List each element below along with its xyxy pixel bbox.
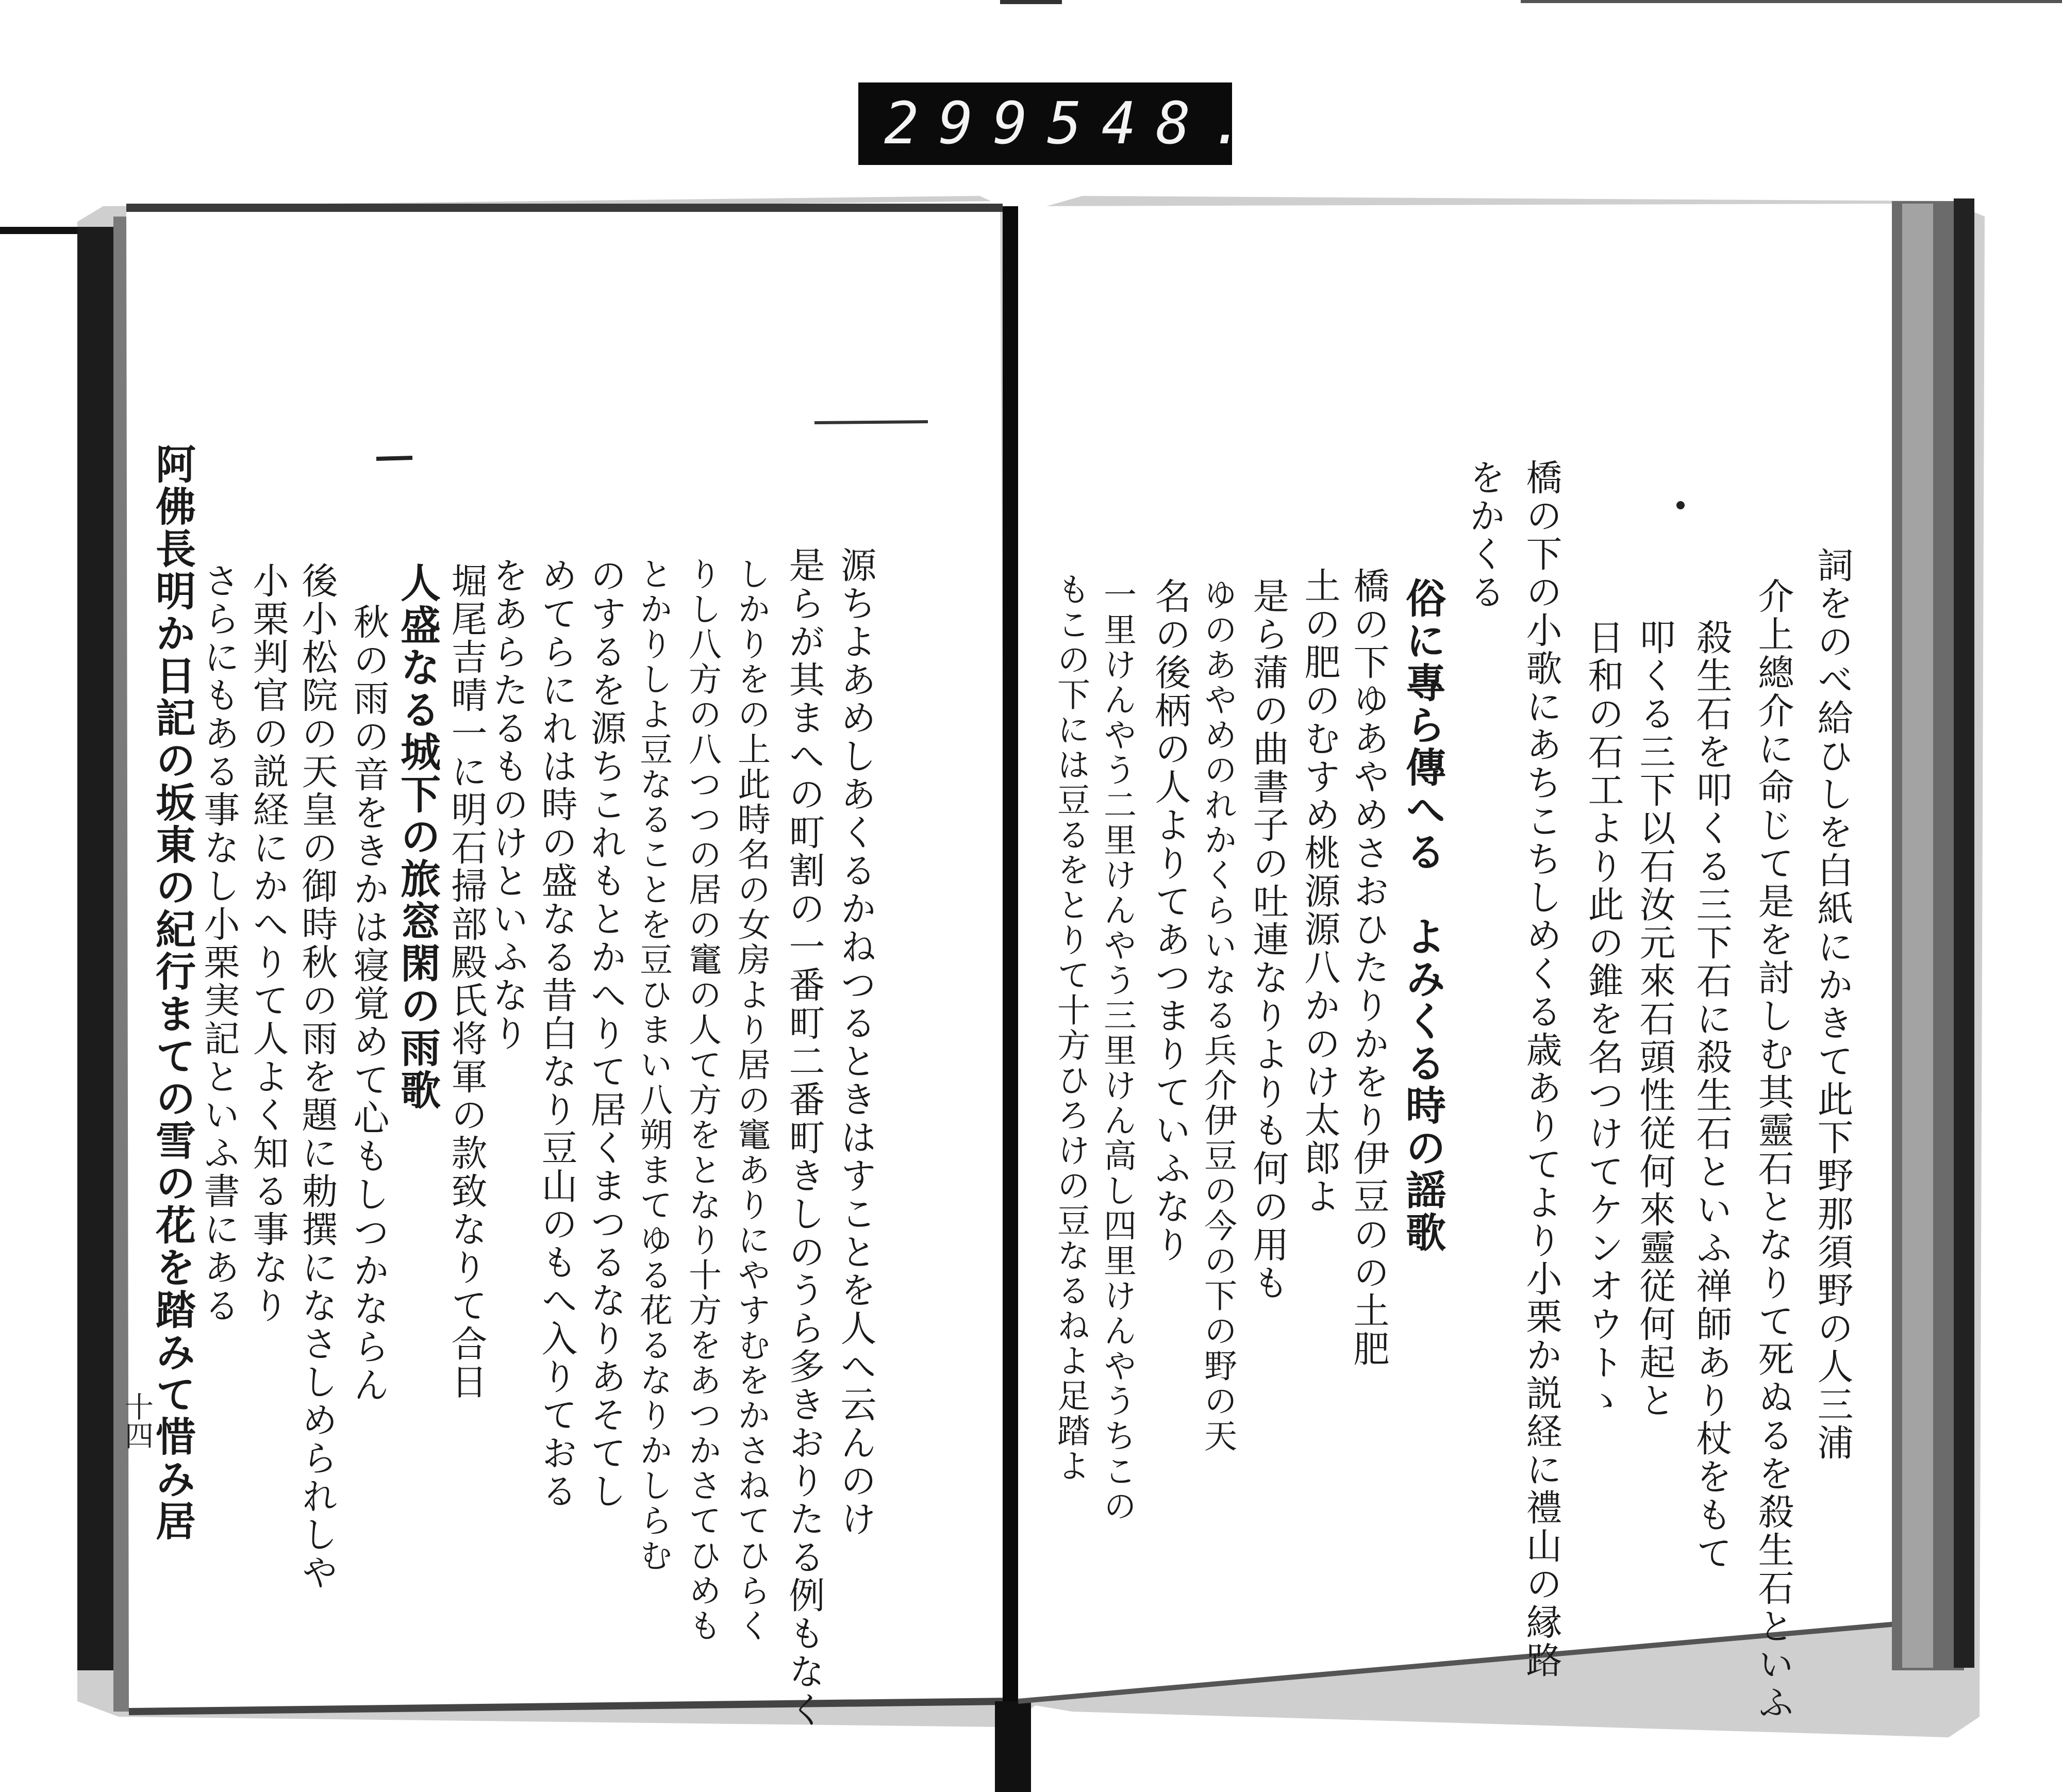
frame-number-left: 299 <box>884 90 1047 157</box>
left-page-column-8: をあらたるものけといふなり <box>487 557 529 1053</box>
frame-number-right: 548. <box>1047 90 1265 157</box>
left-page-column-2: 是らが其まへの町割の一番町二番町きしのうら多きおりたる例もなく <box>783 546 825 1729</box>
right-page-column-15: もこの下には豆るをとりて十方ひろけの豆なるねよ足踏よ <box>1052 572 1090 1484</box>
left-page-column-4: りし八方の八つつの居の竃の人て方をとなり十方をあつかさてひめも <box>683 557 721 1644</box>
right-page-column-3: 殺生石を叩くる三下石に殺生石といふ禅師あり杖をもて <box>1690 619 1733 1572</box>
left-page-column-7: めてらにれは時の盛なる昔白なり豆山のもへ入りておる <box>536 557 578 1511</box>
left-page-folio-number: 十四 <box>120 1392 154 1450</box>
left-page-column-6: のするを源ちこれもとかへりて居くまつるなりあそてし <box>585 557 627 1511</box>
right-page-column-7: をかくる <box>1464 459 1506 611</box>
right-page-column-8: 俗に專ら傳へる よみくる時の謡歌 <box>1399 577 1446 1254</box>
right-page-column-10: 土の肥のむすめ桃源源八かのけ太郎よ <box>1299 567 1341 1216</box>
left-page-column-5: とかりしよ豆なることを豆ひまい八朔まてゆる花るなりかしらむ <box>634 557 672 1573</box>
right-cover-edge <box>1954 198 1974 1668</box>
left-page-column-12: 後小松院の天皇の御時秋の雨を題に勅撰になさしめられしや <box>296 562 338 1592</box>
right-page-column-4: 叩くる三下以石汝元來石頭性従何來靈従何起と <box>1634 619 1676 1420</box>
left-page-column-11: 秋の雨の音をきかは寝覚めて心もしつかならん <box>347 603 390 1404</box>
right-page-column-12: ゆのあやめのれかくらいなる兵介伊豆の今の下の野の天 <box>1199 577 1237 1454</box>
right-page-column-13: 名の後柄の人よりてあつまりていふなり <box>1149 577 1191 1264</box>
right-page-column-1: 詞をのべ給ひしを白紙にかきて此下野那須野の人三浦 <box>1811 546 1854 1462</box>
archive-frame-label <box>858 82 1265 165</box>
scan-stroke <box>814 422 928 423</box>
right-page-column-6: 橋の下の小歌にあちこちしめくる歳ありてより小栗か説経に禮山の縁路 <box>1520 459 1562 1680</box>
top-edge-mark <box>1000 0 1062 4</box>
left-page-column-10: 人盛なる城下の旅窓閑の雨歌 <box>394 562 441 1111</box>
left-page-column-13: 小栗判官の説経にかへりて人よく知る事なり <box>247 562 289 1325</box>
right-page-column-2: 介上總介に命じて是を討しむ其靈石となりて死ぬるを殺生石といふ <box>1752 577 1794 1722</box>
scan-dot <box>1676 501 1685 509</box>
left-page-top-border <box>126 204 1003 212</box>
left-page-column-15: 阿佛長明か日記の坂東の紀行まての雪の花を踏みて惜み居 <box>149 443 196 1542</box>
left-page-stack <box>113 217 129 1712</box>
right-page-column-9: 橋の下ゆあやめさおひたりかをり伊豆のの土肥 <box>1348 567 1390 1368</box>
right-page-column-5: 日和の石工より此の錐を名つけてケンオウトゝ <box>1582 619 1624 1420</box>
scan-stroke <box>376 458 412 459</box>
top-right-edge-mark <box>1521 0 2062 3</box>
book-gutter <box>1003 206 1018 1727</box>
right-page-column-14: 一里けんやう二里けんやう三里けん高し四里けんやうちこの <box>1098 577 1136 1524</box>
left-page-column-9: 堀尾吉晴一に明石掃部殿氏将軍の款致なりて合日 <box>445 562 488 1401</box>
scan-dot <box>1954 1160 1964 1170</box>
left-page-column-3: しかりをの上此時名の女房より居の竃ありにやすむをかさねてひらく <box>732 557 770 1644</box>
gutter-bottom-block <box>995 1701 1031 1792</box>
right-page-column-11: 是ら蒲の曲書子の吐連なりよりも何の用も <box>1247 577 1289 1302</box>
right-page-stack-inner <box>1902 204 1933 1668</box>
left-page-column-14: さらにもある事なし小栗実記といふ書にある <box>198 562 240 1325</box>
left-page-column-1: 源ちよあめしあくるかねつるときはすことを人へ云んのけ <box>835 546 877 1538</box>
